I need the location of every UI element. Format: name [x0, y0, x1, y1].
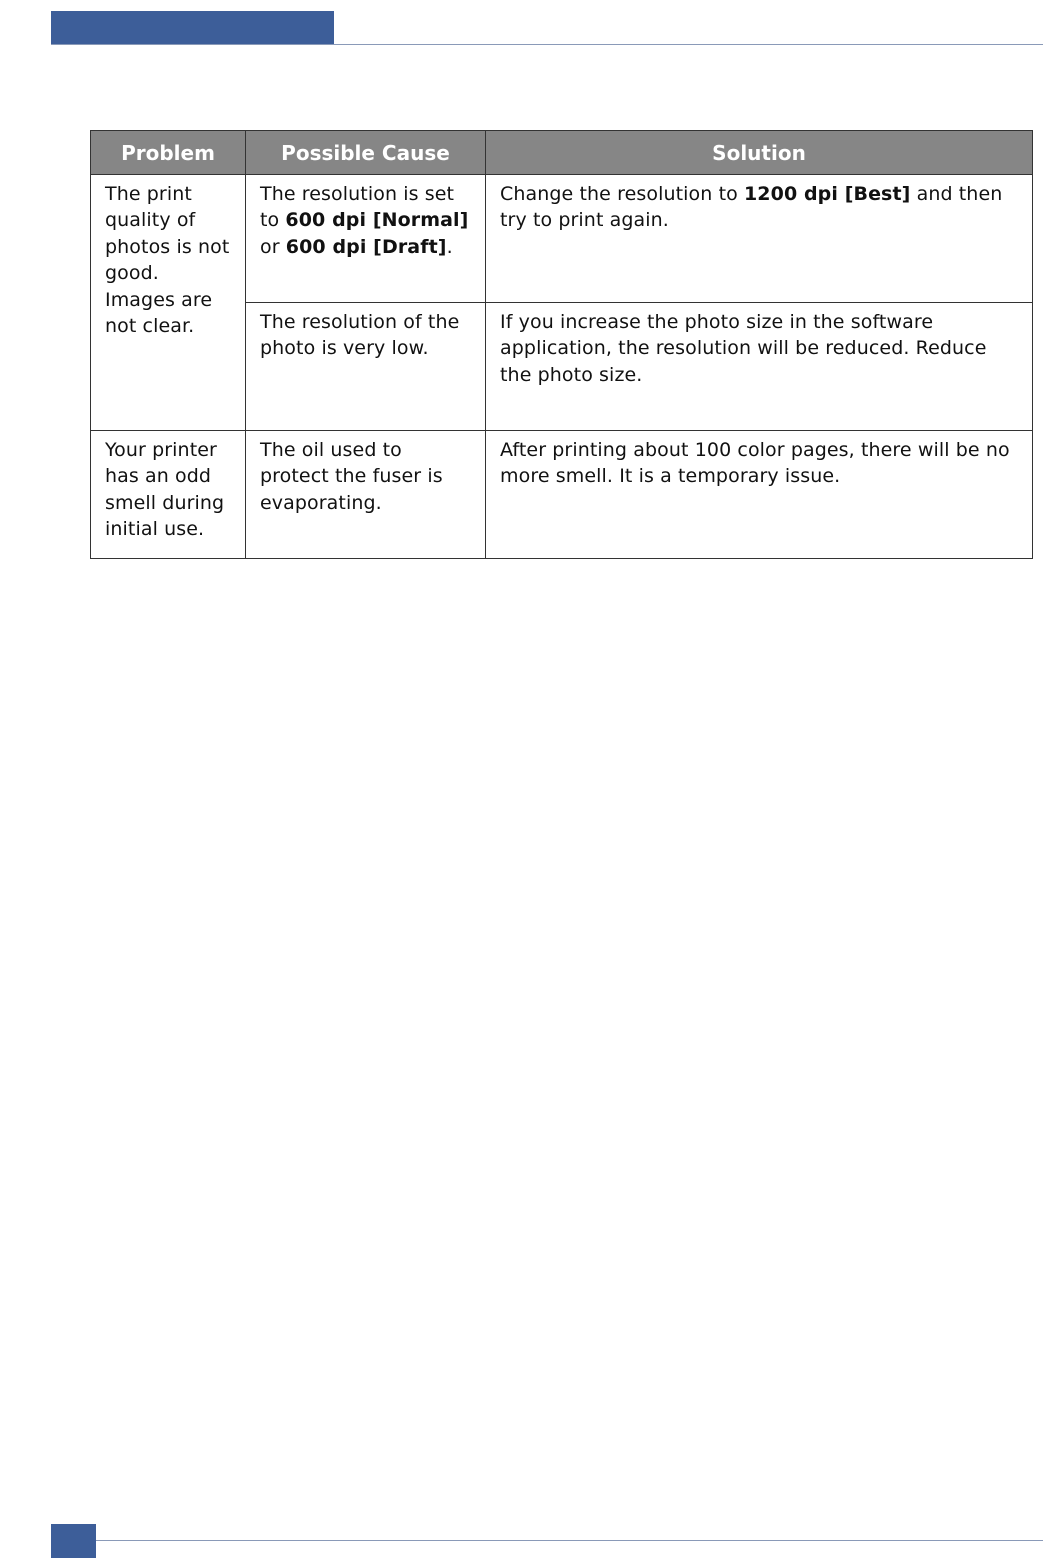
header-problem: Problem — [91, 131, 246, 175]
header-solution: Solution — [486, 131, 1033, 175]
solution-emphasis: 1200 dpi [Best] — [743, 183, 911, 205]
cause-emphasis: 600 dpi [Draft] — [285, 235, 447, 258]
cause-text: . — [446, 235, 453, 258]
header-tab-bar — [51, 11, 334, 44]
solution-cell: After printing about 100 color pages, there will be no more smell. It is a temporary issue. — [486, 431, 1033, 559]
header-possible-cause: Possible Cause — [246, 131, 486, 175]
cause-emphasis: 600 dpi [Normal] — [285, 209, 469, 232]
footer-rule — [96, 1540, 1043, 1541]
cause-cell — [246, 175, 486, 303]
cause-text: The resolution is set to — [260, 183, 455, 232]
table-row — [91, 175, 1033, 303]
problem-cell: The print quality of photos is not good. Images are not clear. — [91, 175, 246, 431]
solution-text: and then try to print again. — [500, 183, 1003, 232]
solution-text: Change the resolution to — [500, 183, 744, 205]
solution-cell: If you increase the photo size in the software application, the resolution will be reduced. Reduce the photo size. — [486, 303, 1033, 431]
cause-cell: The oil used to protect the fuser is evaporating. — [246, 431, 486, 559]
solution-cell — [486, 175, 1033, 303]
table-row — [91, 431, 1033, 559]
problem-cell: Your printer has an odd smell during initial use. — [91, 431, 246, 559]
cause-text: or — [260, 235, 286, 258]
cause-cell: The resolution of the photo is very low. — [246, 303, 486, 431]
header-rule — [51, 44, 1043, 45]
footer-tab-bar — [51, 1524, 96, 1558]
table-header-row — [91, 131, 1033, 175]
troubleshooting-table — [90, 130, 1033, 559]
